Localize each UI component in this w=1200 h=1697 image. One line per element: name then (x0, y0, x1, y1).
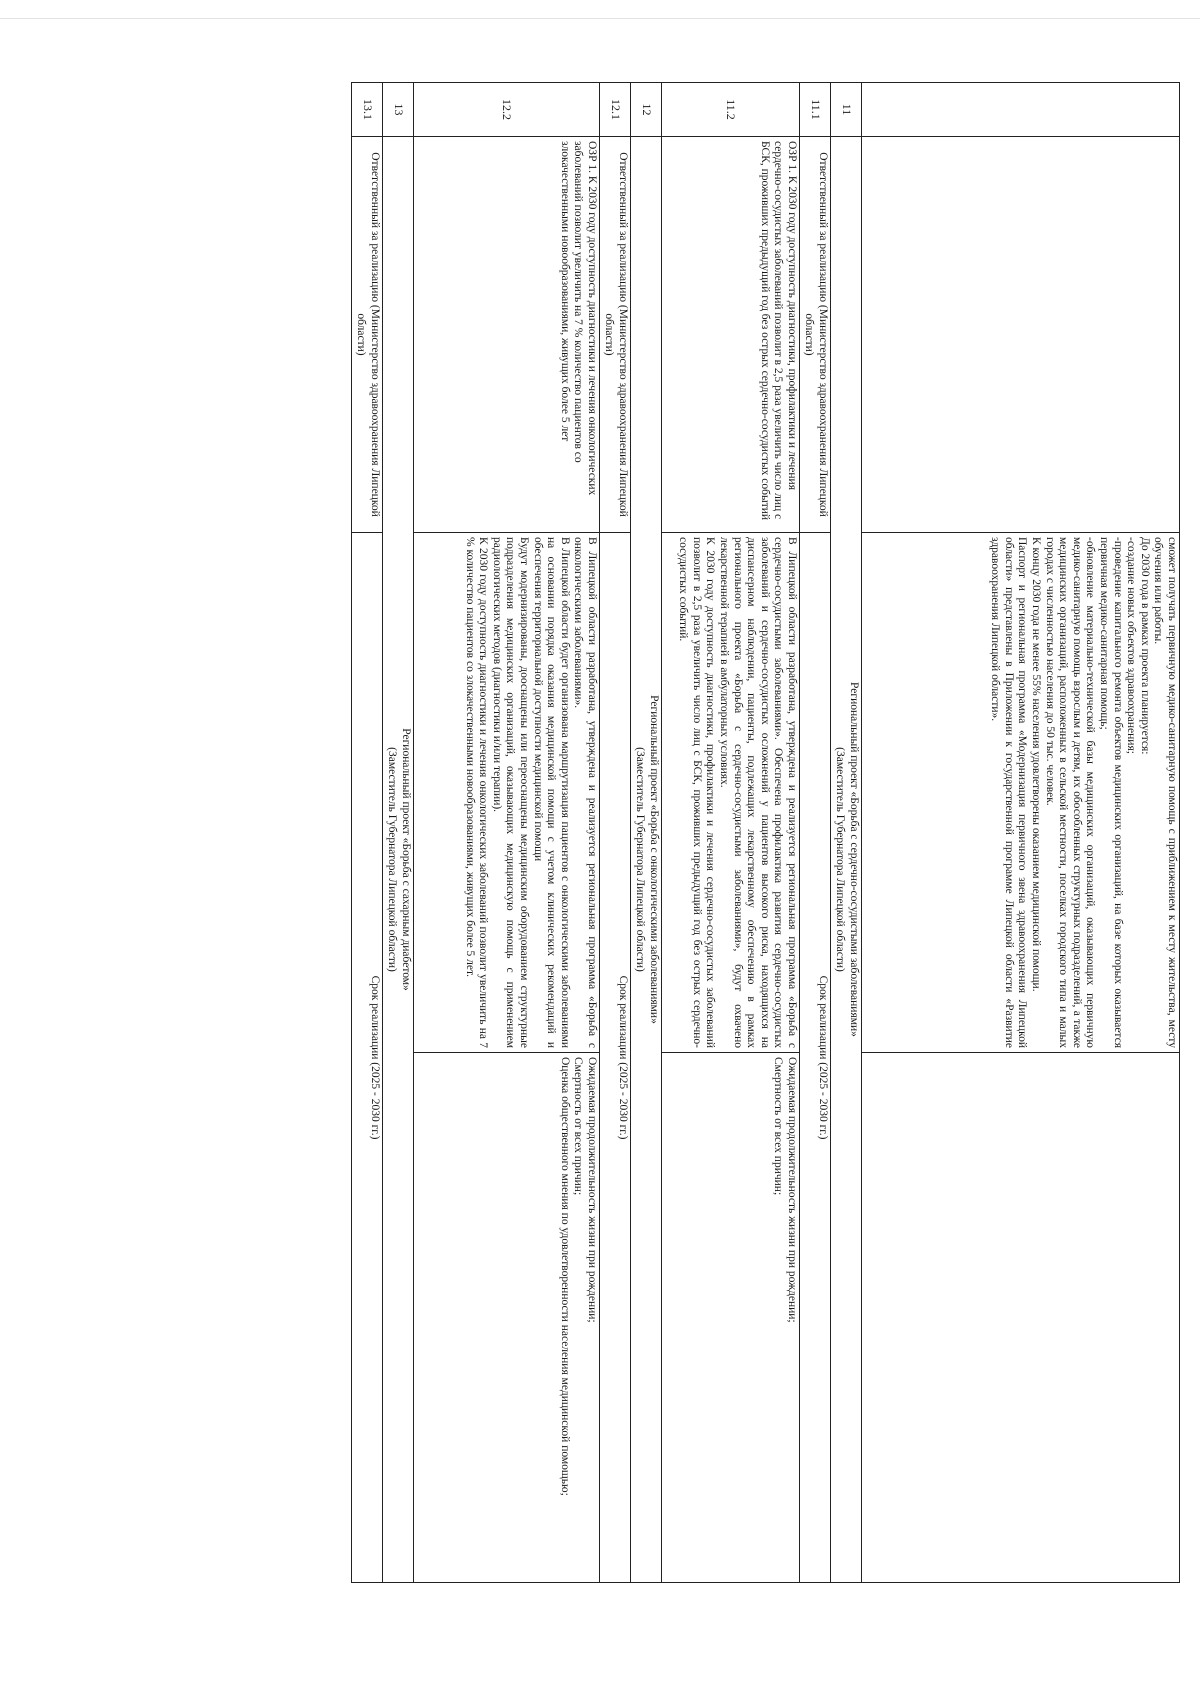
period-cell: Срок реализации (2025 - 2030 гг.) (600, 533, 631, 1583)
continuation-line: -создание новых объектов здравоохранения; (1125, 537, 1138, 754)
section-title-cell (831, 137, 862, 1583)
indicators-cell (414, 1053, 600, 1583)
period-cell: Срок реализации (2025 - 2030 гг.) (800, 533, 831, 1583)
responsible-cell: Ответственный за реализацию (Министерство здравоохранения Липецкой области) (800, 137, 831, 533)
section-title: Региональный проект «Борьба с сердечно-сосудистыми заболеваниями» (848, 682, 860, 1037)
table-row-section-13 (383, 83, 414, 1583)
description-cell (862, 533, 1180, 1053)
continuation-line: До 2030 года в рамках проекта планируется: (1138, 537, 1151, 755)
table-row-13-1 (352, 83, 383, 1583)
scan-top-edge (0, 18, 1200, 19)
section-subtitle: (Заместитель Губернатора Липецкой области) (634, 747, 647, 972)
continuation-line: К концу 2030 года не менее 55% населения удовлетворены оказанием медицинской помощи. (1030, 537, 1043, 992)
indicator-item: Ожидаемая продолжительность жизни при рождении; (586, 1057, 598, 1323)
row-number: 11.1 (800, 83, 831, 137)
indicators-cell (662, 1053, 800, 1583)
row-number: 11.2 (662, 83, 800, 137)
continuation-line: -обновление материально-технической базы медицинских организаций, оказывающих первичную медико-санитарную помощь взрослым и детям, их обособленных структурных подразделений, а также медицинских организаций, расположенных в сельской местности, поселках городского типа и малых городах с численностью населения до 50 тыс. человек. (1043, 537, 1097, 1048)
table-row-section-11 (831, 83, 862, 1583)
row-number: 12.2 (414, 83, 600, 137)
table-row-continuation (862, 83, 1180, 1583)
table-row-12-1 (600, 83, 631, 1583)
indicator-item: Оценка общественного мнения по удовлетворенности населения медицинской помощью; (558, 1057, 571, 1496)
section-subtitle: (Заместитель Губернатора Липецкой области) (386, 747, 399, 972)
section-title: Региональный проект «Борьба с сахарным диабетом» (400, 728, 412, 991)
table-row-section-12 (631, 83, 662, 1583)
row-number: 13.1 (352, 83, 383, 137)
period-cell: Срок реализации (2025 - 2030 гг.) (352, 533, 383, 1583)
responsible-cell: Ответственный за реализацию (Министерство здравоохранения Липецкой области) (352, 137, 383, 533)
rotated-page (130, 82, 1180, 1582)
description-paragraph: К 2030 году доступность диагностики, профилактики и лечения сердечно-сосудистых заболеваний позволит в 2,5 раза увеличить число лиц с БСК, проживших предыдущий год без острых сердечно-сосудистых событий. (677, 537, 717, 1048)
description-paragraph: В Липецкой области будет организована маршрутизация пациентов с онкологическими заболеваниями на основании порядка оказания медицинской помощи с учетом клинических рекомендаций и обеспечения территориальной доступности медицинской помощи (531, 537, 571, 1048)
description-paragraph: В Липецкой области разработана, утверждена и реализуется региональная программа «Борьба с онкологическими заболеваниями». (572, 537, 598, 1048)
description-paragraph: В Липецкой области разработана, утверждена и реализуется региональная программа «Борьба с сердечно-сосудистыми заболеваниями». Обеспечена профилактика развития сердечно-сосудистых заболеваний и сердечно-сосудистых осложнений у пациентов высокого риска, находящихся на диспансерном наблюдении, пациенты, подлежащих лекарственному обеспечению в рамках регионального проекта «Борьба с сердечно-сосудистыми заболеваниями», будут охвачено лекарственной терапией в амбулаторных условиях. (718, 537, 798, 1048)
section-subtitle: (Заместитель Губернатора Липецкой области) (834, 747, 847, 972)
table-row-11-2 (662, 83, 800, 1583)
indicator-item: Смертность от всех причин; (572, 1057, 585, 1196)
row-number-cell (862, 83, 1180, 137)
responsible-cell: Ответственный за реализацию (Министерство здравоохранения Липецкой области) (600, 137, 631, 533)
description-cell (662, 533, 800, 1053)
projects-table (351, 82, 1180, 1583)
goal-cell: ОЗР 1. К 2030 году доступность диагностики, профилактики и лечения сердечно-сосудистых заболеваний позволит в 2,5 раза увеличить число лиц с БСК, проживших предыдущий год без острых сердечно-сосудистых событий (662, 137, 800, 533)
section-title: Региональный проект «Борьба с онкологическими заболеваниями» (648, 695, 660, 1024)
description-paragraph: К 2030 году доступность диагностики и лечения онкологических заболеваний позволит увеличить на 7 % количество пациентов со злокачественными новообразованиями, живущих более 5 лет. (463, 537, 490, 1048)
goal-cell: ОЗР 1. К 2030 году доступность диагностики и лечения онкологических заболеваний позволит увеличить на 7 % количество пациентов со злокачественными новообразованиями, живущих более 5 лет (414, 137, 600, 533)
indicators-cell (862, 1053, 1180, 1583)
indicator-item: Смертность от всех причин; (772, 1057, 785, 1196)
table-row-12-2 (414, 83, 600, 1583)
description-cell (414, 533, 600, 1053)
indicator-item: Ожидаемая продолжительность жизни при рождении; (786, 1057, 798, 1323)
continuation-line: -проведение капитального ремонта объектов медицинских организаций, на базе которых оказывается первичная медико-санитарная помощь; (1098, 537, 1124, 1048)
table-row-11-1 (800, 83, 831, 1583)
row-number: 12 (631, 83, 662, 137)
continuation-line: Паспорт и региональная программа «Модернизация первичного звена здравоохранения Липецкой области» представлены в Приложении к государственной программе Липецкой области «Развитие здравоохранения Липецкой области». (989, 537, 1029, 1048)
description-paragraph: Будут модернизированы, дооснащены или переоснащены медицинским оборудованием структурные подразделения медицинских организаций, оказывающих медицинскую помощь с применением радиологических методов (диагностики и/или терапии). (490, 537, 531, 1048)
row-number: 11 (831, 83, 862, 137)
continuation-line: сможет получать первичную медико-санитарную помощь с приближением к месту жительства, месту обучения или работы. (1152, 537, 1178, 1048)
section-title-cell (631, 137, 662, 1583)
section-title-cell (383, 137, 414, 1583)
goal-cell (862, 137, 1180, 533)
row-number: 12.1 (600, 83, 631, 137)
row-number: 13 (383, 83, 414, 137)
